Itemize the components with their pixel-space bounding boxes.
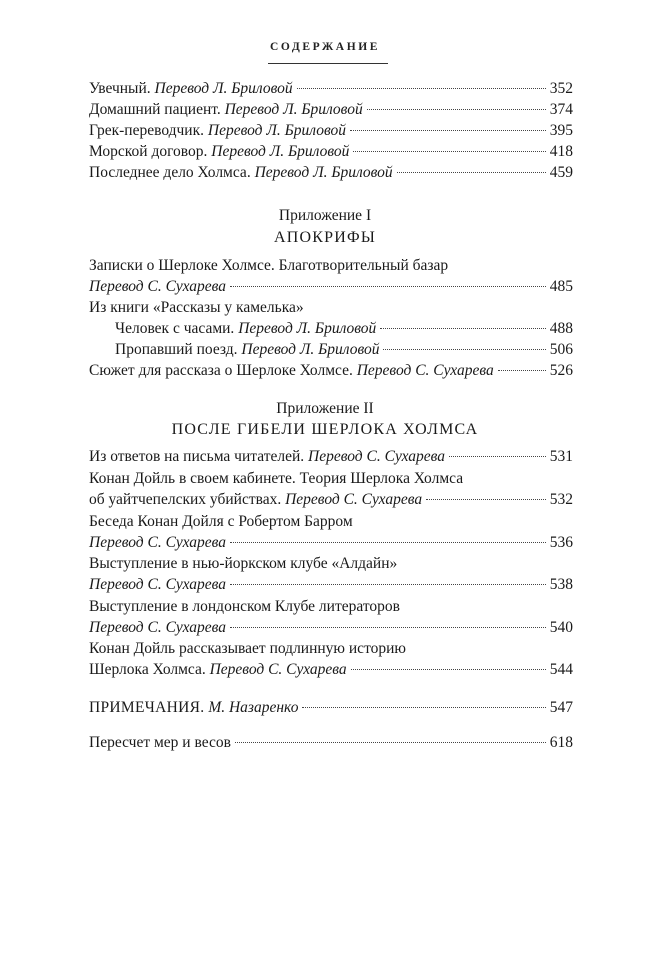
page-number: 544 (549, 661, 573, 678)
entry-translator: Перевод Л. Бриловой (238, 320, 377, 337)
page-number: 459 (549, 164, 573, 181)
toc-entry-measures[interactable] (89, 732, 573, 753)
entry-title: Последнее дело Холмса. (89, 164, 251, 181)
dot-leader (350, 130, 546, 131)
page-number: 540 (549, 619, 573, 636)
entry-translator: Перевод С. Сухарева (89, 576, 227, 593)
entry-title: Человек с часами. (115, 320, 235, 337)
entry-title: Выступление в нью-йоркском клубе «Алдайн» (89, 555, 398, 572)
dot-leader (302, 707, 545, 708)
page-number: 547 (549, 699, 573, 716)
entry-title: Домашний пациент. (89, 101, 221, 118)
entry-translator: Перевод Л. Бриловой (154, 80, 293, 97)
dot-leader (230, 584, 546, 585)
entry-title-cont: Шерлока Холмса. (89, 661, 206, 678)
dot-leader (351, 669, 546, 670)
appendix-title: АПОКРИФЫ (274, 229, 376, 246)
entry-translator: Перевод С. Сухарева (89, 619, 227, 636)
dot-leader (235, 742, 546, 743)
toc-entry[interactable] (115, 339, 573, 360)
page-number: 532 (549, 491, 573, 508)
dot-leader (367, 109, 546, 110)
entry-translator: Перевод Л. Бриловой (254, 164, 393, 181)
entry-translator: Перевод С. Сухарева (285, 491, 423, 508)
toc-entry-notes[interactable] (89, 697, 573, 718)
toc-group-heading (89, 297, 573, 318)
page-number: 526 (549, 362, 573, 379)
page-number: 531 (549, 448, 573, 465)
toc-entry[interactable] (89, 596, 573, 638)
entry-title: Конан Дойль рассказывает подлинную историю (89, 640, 407, 657)
page-number: 418 (549, 143, 573, 160)
dot-leader (353, 151, 545, 152)
toc-entry[interactable] (89, 141, 573, 162)
dot-leader (498, 370, 546, 371)
entry-translator: Перевод Л. Бриловой (224, 101, 363, 118)
dot-leader (397, 172, 546, 173)
page-header: СОДЕРЖАНИЕ (269, 41, 381, 53)
toc-entry[interactable] (89, 553, 573, 595)
dot-leader (380, 328, 545, 329)
entry-title: Пропавший поезд. (115, 341, 238, 358)
entry-translator: Перевод С. Сухарева (308, 448, 446, 465)
entry-title: Увечный. (89, 80, 151, 97)
page-number: 506 (549, 341, 573, 358)
entry-title: Из книги «Рассказы у камелька» (89, 299, 304, 316)
entry-title: Из ответов на письма читателей. (89, 448, 305, 465)
dot-leader (383, 349, 545, 350)
page-number: 488 (549, 320, 573, 337)
appendix-label: Приложение II (276, 400, 374, 417)
toc-entry[interactable] (89, 638, 573, 680)
appendix-label: Приложение I (278, 207, 372, 224)
dot-leader (230, 542, 546, 543)
toc-entry[interactable] (89, 99, 573, 120)
toc-entry[interactable] (89, 511, 573, 553)
entry-translator: Перевод С. Сухарева (89, 534, 227, 551)
page-number: 352 (549, 80, 573, 97)
toc-entry[interactable] (89, 255, 573, 297)
page-number: 538 (549, 576, 573, 593)
page-number: 618 (549, 734, 573, 751)
page-number: 395 (549, 122, 573, 139)
entry-title: Сюжет для рассказа о Шерлоке Холмсе. (89, 362, 353, 379)
dot-leader (230, 286, 546, 287)
entry-translator: Перевод С. Сухарева (356, 362, 494, 379)
toc-entry[interactable] (89, 78, 573, 99)
entry-title: Выступление в лондонском Клубе литераторов (89, 598, 400, 615)
entry-translator: Перевод Л. Бриловой (211, 143, 350, 160)
entry-title: ПРИМЕЧАНИЯ. (89, 699, 205, 716)
entry-title: Беседа Конан Дойля с Робертом Барром (89, 513, 353, 530)
dot-leader (297, 88, 546, 89)
entry-translator: Перевод С. Сухарева (89, 278, 227, 295)
entry-title: Морской договор. (89, 143, 208, 160)
entry-title: Конан Дойль в своем кабинете. Теория Шерлока Холмса (89, 470, 464, 487)
entry-translator: Перевод Л. Бриловой (241, 341, 380, 358)
page-number: 485 (549, 278, 573, 295)
dot-leader (426, 499, 546, 500)
entry-title: Записки о Шерлоке Холмсе. Благотворительный базар (89, 257, 449, 274)
dot-leader (449, 456, 546, 457)
appendix-title: ПОСЛЕ ГИБЕЛИ ШЕРЛОКА ХОЛМСА (171, 421, 479, 438)
dot-leader (230, 627, 546, 628)
entry-translator: Перевод Л. Бриловой (207, 122, 346, 139)
toc-entry[interactable] (89, 446, 573, 467)
toc-entry[interactable] (89, 468, 573, 510)
entry-title: Грек-переводчик. (89, 122, 205, 139)
toc-entry[interactable] (115, 318, 573, 339)
header-rule (268, 63, 388, 64)
entry-author: М. Назаренко (208, 699, 299, 716)
page-number: 374 (549, 101, 573, 118)
entry-translator: Перевод С. Сухарева (209, 661, 347, 678)
entry-title: Пересчет мер и весов (89, 734, 231, 751)
toc-entry[interactable] (89, 360, 573, 381)
toc-entry[interactable] (89, 162, 573, 183)
entry-title-cont: об уайтчепелских убийствах. (89, 491, 282, 508)
toc-entry[interactable] (89, 120, 573, 141)
page-number: 536 (549, 534, 573, 551)
